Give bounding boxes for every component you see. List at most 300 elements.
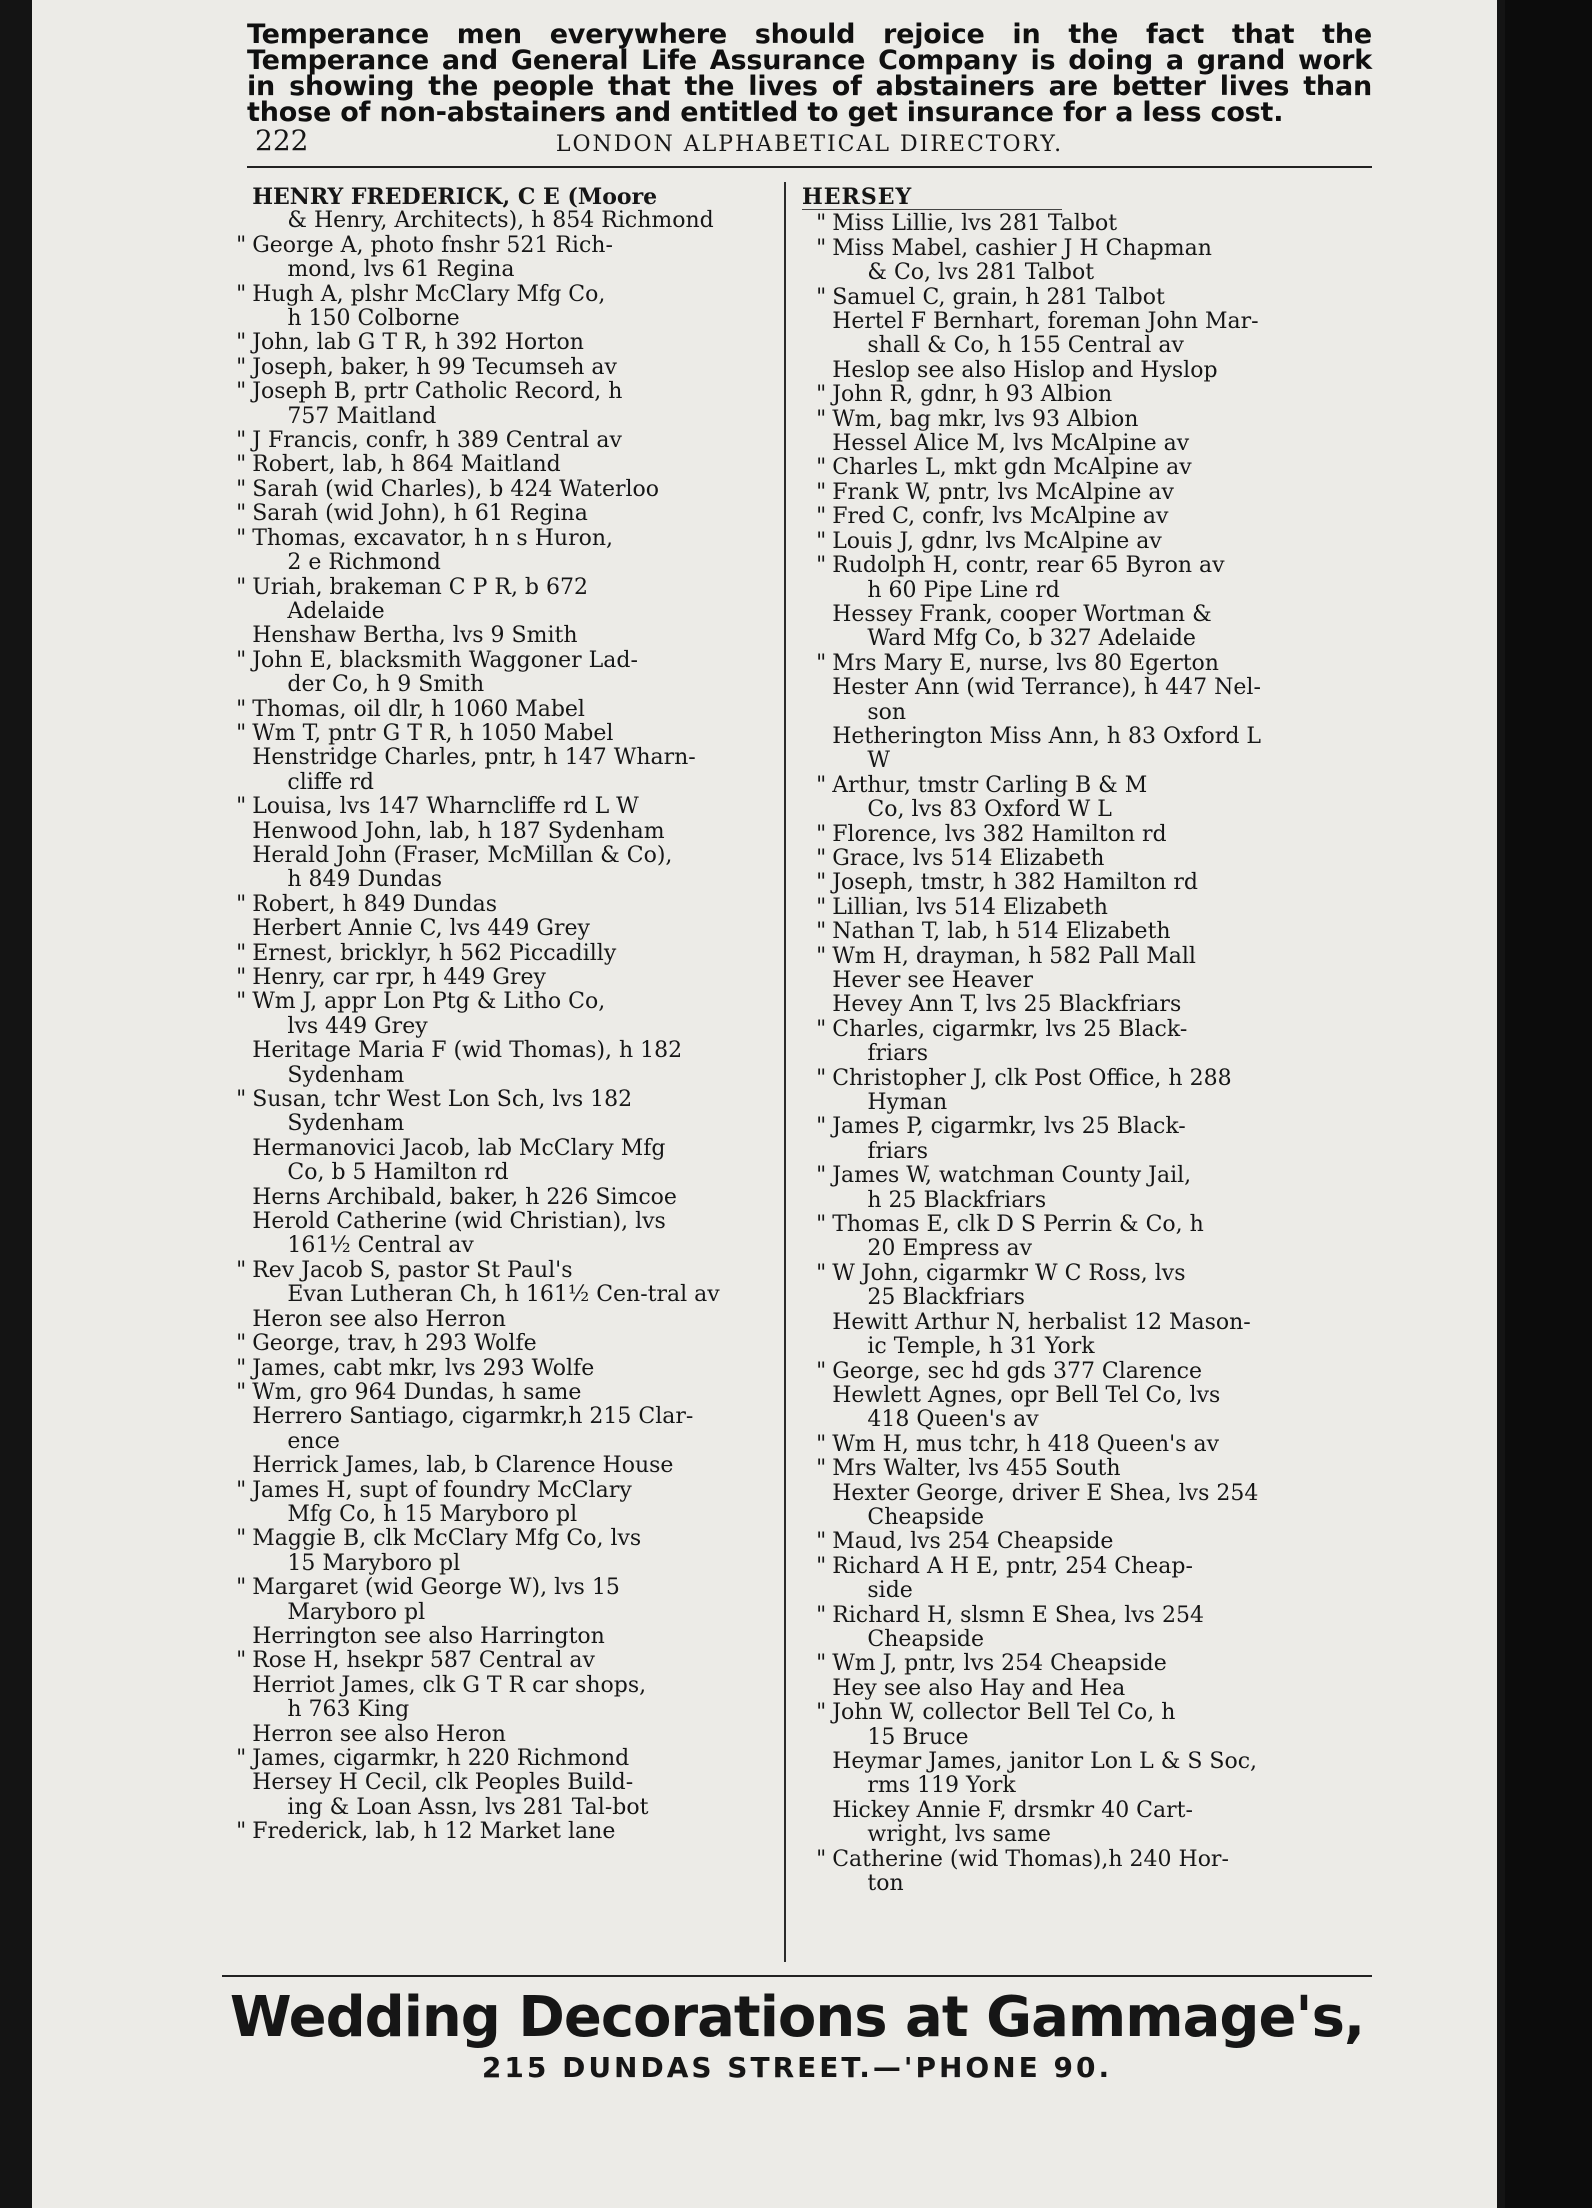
entry-continuation: der Co, h 9 Smith (287, 672, 485, 698)
directory-entry (802, 1115, 1372, 1164)
directory-entry (802, 896, 1372, 920)
entry-continuation: h 25 Blackfriars (867, 1187, 1047, 1213)
directory-entry (802, 1677, 1372, 1701)
ditto-mark: " (816, 1651, 827, 1677)
entry-continuation: Mfg Co, h 15 Maryboro pl (287, 1501, 578, 1527)
ditto-mark: " (816, 1529, 827, 1555)
ditto-mark: " (816, 1602, 827, 1628)
entry-text: Herrick James, lab, b Clarence House (252, 1453, 674, 1479)
ditto-mark: " (236, 1648, 247, 1674)
ditto-mark: " (816, 845, 827, 871)
left-column (222, 185, 792, 1960)
directory-entry (222, 1723, 792, 1747)
ditto-mark: " (816, 211, 827, 237)
entry-text: Florence, lvs 382 Hamilton rd (832, 821, 1167, 847)
entry-continuation: Cheapside (867, 1504, 985, 1530)
entry-text: Hetherington Miss Ann, h 83 Oxford L (832, 723, 1262, 749)
directory-entry (802, 1530, 1372, 1554)
entry-text: James, cabt mkr, lvs 293 Wolfe (252, 1355, 595, 1381)
ditto-mark: " (816, 1260, 827, 1286)
entry-text: Samuel C, grain, h 281 Talbot (832, 284, 1165, 310)
entry-continuation: h 60 Pipe Line rd (867, 577, 1060, 603)
entry-text: Christopher J, clk Post Office, h 288 (832, 1065, 1232, 1091)
directory-entry (222, 820, 792, 844)
directory-page (32, 0, 1497, 2208)
ditto-mark: " (816, 772, 827, 798)
entry-continuation: ic Temple, h 31 York (867, 1334, 1095, 1360)
directory-entry (802, 774, 1372, 823)
entry-text: Hessel Alice M, lvs McAlpine av (832, 431, 1190, 457)
directory-entry (222, 698, 792, 722)
entry-text: Hugh A, plshr McClary Mfg Co, (252, 281, 606, 307)
page-title: LONDON ALPHABETICAL DIRECTORY. (555, 132, 1064, 157)
entry-text: Robert, h 849 Dundas (252, 891, 498, 917)
entry-text: Richard A H E, pntr, 254 Cheap- (832, 1553, 1193, 1579)
ditto-mark: " (236, 281, 247, 307)
ditto-mark: " (236, 1526, 247, 1552)
directory-entry (222, 1454, 792, 1478)
entry-continuation: rms 119 York (867, 1773, 1016, 1799)
ditto-mark (222, 1210, 252, 1259)
entry-text: Mrs Walter, lvs 455 South (832, 1456, 1121, 1482)
ditto-mark (222, 1454, 252, 1478)
directory-entry (802, 1360, 1372, 1384)
directory-entry (802, 725, 1372, 774)
entry-text: Wm, gro 964 Dundas, h same (252, 1379, 582, 1405)
entry-text: Sarah (wid John), h 61 Regina (252, 501, 588, 527)
ditto-mark: " (816, 1212, 827, 1238)
ditto-mark: " (816, 284, 827, 310)
directory-entry (222, 844, 792, 893)
entry-text: Hersey H Cecil, clk Peoples Build- (252, 1770, 634, 1796)
entry-continuation: Adelaide (287, 598, 385, 624)
ditto-mark: " (236, 696, 247, 722)
directory-entry (802, 847, 1372, 871)
ditto-mark (802, 1799, 832, 1848)
ditto-mark: " (236, 940, 247, 966)
directory-entry (222, 185, 792, 234)
gammage-advertisement (222, 1985, 1372, 2085)
ditto-mark (802, 993, 832, 1017)
entry-text: Hey see also Hay and Hea (832, 1675, 1126, 1701)
entry-text: John R, gdnr, h 93 Albion (832, 382, 1113, 408)
entry-text: George, trav, h 293 Wolfe (252, 1331, 537, 1357)
directory-entry (222, 1527, 792, 1576)
entry-text: Hessey Frank, cooper Wortman & (832, 601, 1212, 627)
ditto-mark: " (236, 1819, 247, 1845)
ditto-mark (222, 624, 252, 648)
entry-text: Hester Ann (wid Terrance), h 447 Nel- (832, 675, 1261, 701)
entry-continuation: h 763 King (287, 1697, 410, 1723)
entry-text: Thomas, excavator, h n s Huron, (252, 525, 613, 551)
directory-entry (802, 969, 1372, 993)
entry-continuation: Sydenham (287, 1062, 405, 1088)
directory-entry (222, 795, 792, 819)
directory-entry (222, 380, 792, 429)
entry-text: Henstridge Charles, pntr, h 147 Wharn- (252, 745, 696, 771)
entry-text: James P, cigarmkr, lvs 25 Black- (832, 1114, 1186, 1140)
ditto-mark: " (236, 1355, 247, 1381)
ditto-mark: " (816, 1016, 827, 1042)
entry-text: Uriah, brakeman C P R, b 672 (252, 574, 588, 600)
directory-entry (802, 481, 1372, 505)
ditto-mark: " (816, 943, 827, 969)
directory-entry (222, 1332, 792, 1356)
directory-entry (802, 554, 1372, 603)
entry-text: John, lab G T R, h 392 Horton (252, 330, 584, 356)
ditto-mark: " (816, 919, 827, 945)
entry-text: Louis J, gdnr, lvs McAlpine av (832, 528, 1162, 554)
entry-text: Nathan T, lab, h 514 Elizabeth (832, 919, 1171, 945)
entry-continuation: 15 Bruce (867, 1724, 969, 1750)
ditto-mark: " (816, 870, 827, 896)
entry-text: Margaret (wid George W), lvs 15 (252, 1575, 620, 1601)
entry-text: Herriot James, clk G T R car shops, (252, 1672, 647, 1698)
entry-text: Hermanovici Jacob, lab McClary Mfg (252, 1135, 666, 1161)
entry-continuation: Sydenham (287, 1111, 405, 1137)
directory-entry (802, 1067, 1372, 1116)
ditto-mark: " (816, 1163, 827, 1189)
directory-entry (222, 478, 792, 502)
entry-text: Hever see Heaver (832, 968, 1033, 993)
entry-continuation: 15 Maryboro pl (287, 1550, 461, 1576)
entry-continuation: Co, lvs 83 Oxford W L (867, 797, 1112, 823)
entry-text: Miss Lillie, lvs 281 Talbot (832, 211, 1118, 237)
entry-text: J Francis, confr, h 389 Central av (252, 428, 622, 454)
directory-entry (222, 966, 792, 990)
ditto-mark: " (236, 232, 247, 258)
ditto-mark (222, 1405, 252, 1454)
ditto-mark: " (816, 1846, 827, 1872)
directory-entry (802, 530, 1372, 554)
ditto-mark: " (236, 720, 247, 746)
ditto-mark: " (816, 382, 827, 408)
ditto-mark (802, 1677, 832, 1701)
ad-headline: Wedding Decorations at Gammage's, (229, 1985, 1365, 2050)
ditto-mark: " (236, 330, 247, 356)
entry-continuation: Cheapside (867, 1626, 985, 1652)
ditto-mark: " (816, 650, 827, 676)
directory-entry (802, 432, 1372, 456)
entry-text: Wm J, appr Lon Ptg & Litho Co, (252, 989, 606, 1015)
directory-entry (802, 652, 1372, 676)
directory-entry (222, 1381, 792, 1405)
entry-text: Herns Archibald, baker, h 226 Simcoe (252, 1184, 677, 1210)
directory-entry (802, 1262, 1372, 1311)
directory-entry (802, 1213, 1372, 1262)
column-divider (784, 182, 786, 1962)
ditto-mark (222, 844, 252, 893)
directory-entry (222, 893, 792, 917)
ditto-mark (802, 310, 832, 359)
entry-text: George, sec hd gds 377 Clarence (832, 1358, 1202, 1384)
ditto-mark: " (236, 891, 247, 917)
ditto-mark (222, 1308, 252, 1332)
directory-entry (222, 990, 792, 1039)
entry-text: Heritage Maria F (wid Thomas), h 182 (252, 1038, 683, 1064)
entry-text: Richard H, slsmn E Shea, lvs 254 (832, 1602, 1204, 1628)
directory-entry (802, 1555, 1372, 1604)
ad-address: 215 DUNDAS STREET.—'PHONE 90. (481, 2051, 1113, 2084)
directory-entry (802, 945, 1372, 969)
ditto-mark: " (236, 574, 247, 600)
ditto-mark: " (816, 1114, 827, 1140)
ditto-mark (222, 185, 252, 234)
directory-entry (802, 1482, 1372, 1531)
ditto-mark (802, 603, 832, 652)
entry-text: Susan, tchr West Lon Sch, lvs 182 (252, 1087, 633, 1113)
ditto-mark: " (816, 479, 827, 505)
ditto-mark: " (816, 1700, 827, 1726)
entry-continuation: 20 Empress av (867, 1236, 1033, 1262)
entry-text: Maud, lvs 254 Cheapside (832, 1529, 1114, 1555)
entry-text: Louisa, lvs 147 Wharncliffe rd L W (252, 794, 639, 820)
entry-continuation: 161½ Central av (287, 1233, 474, 1259)
ditto-mark: " (816, 1358, 827, 1384)
running-header (247, 122, 1372, 168)
column-guide-word: HERSEY (802, 185, 1062, 210)
directory-entry (802, 1652, 1372, 1676)
entry-text: Wm, bag mkr, lvs 93 Albion (832, 406, 1139, 432)
ditto-mark: " (236, 647, 247, 673)
ditto-mark: " (816, 406, 827, 432)
ditto-mark: " (816, 1065, 827, 1091)
entry-continuation: Co, b 5 Hamilton rd (287, 1160, 509, 1186)
entry-text: Charles L, mkt gdn McAlpine av (832, 455, 1192, 481)
ditto-mark: " (236, 1331, 247, 1357)
directory-entry (802, 1848, 1372, 1897)
entry-text: Hevey Ann T, lvs 25 Blackfriars (832, 992, 1182, 1018)
entry-text: Joseph, baker, h 99 Tecumseh av (252, 354, 617, 380)
directory-entry (222, 1649, 792, 1673)
directory-entry (222, 283, 792, 332)
entry-text: Herald John (Fraser, McMillan & Co), (252, 842, 673, 868)
ditto-mark: " (816, 821, 827, 847)
directory-entry (222, 1674, 792, 1723)
ditto-mark: " (816, 235, 827, 261)
entry-text: Hexter George, driver E Shea, lvs 254 (832, 1480, 1259, 1506)
entry-text: Robert, lab, h 864 Maitland (252, 452, 561, 478)
entry-continuation: Ward Mfg Co, b 327 Adelaide (867, 626, 1196, 652)
ditto-mark (222, 1625, 252, 1649)
directory-entry (222, 356, 792, 380)
directory-entry (802, 676, 1372, 725)
entry-text: Hertel F Bernhart, foreman John Mar- (832, 309, 1259, 335)
directory-entry (222, 1259, 792, 1308)
ditto-mark: " (236, 1477, 247, 1503)
ditto-mark (802, 432, 832, 456)
scan-border (1505, 0, 1592, 2208)
ditto-mark: " (236, 525, 247, 551)
entry-continuation: Hyman (867, 1090, 948, 1116)
entry-text: John W, collector Bell Tel Co, h (832, 1700, 1176, 1726)
entry-text: Fred C, confr, lvs McAlpine av (832, 504, 1169, 530)
entry-text: Henwood John, lab, h 187 Sydenham (252, 818, 665, 844)
entry-continuation: h 150 Colborne (287, 306, 460, 332)
entry-continuation: Maryboro pl (287, 1599, 426, 1625)
entry-text: HENRY FREDERICK, C E (Moore (252, 185, 658, 210)
directory-entry (802, 871, 1372, 895)
directory-entry (802, 286, 1372, 310)
entry-text: Joseph, tmstr, h 382 Hamilton rd (832, 870, 1198, 896)
ditto-mark (222, 746, 252, 795)
ditto-mark (802, 1384, 832, 1433)
directory-entry (222, 1186, 792, 1210)
entry-text: John E, blacksmith Waggoner Lad- (252, 647, 638, 673)
directory-entry (802, 603, 1372, 652)
entry-continuation: friars (867, 1041, 928, 1067)
directory-entry (802, 1457, 1372, 1481)
ditto-mark (222, 1186, 252, 1210)
ditto-mark: " (236, 452, 247, 478)
directory-entry (222, 1820, 792, 1844)
directory-entry (222, 746, 792, 795)
entry-text: Heron see also Herron (252, 1306, 506, 1332)
entry-continuation: W (867, 748, 890, 774)
entry-text: Thomas, oil dlr, h 1060 Mabel (252, 696, 585, 722)
entry-text: James H, supt of foundry McClary (252, 1477, 632, 1503)
ditto-mark: " (236, 1575, 247, 1601)
ditto-mark: " (816, 1431, 827, 1457)
entry-text: Wm H, drayman, h 582 Pall Mall (832, 943, 1196, 969)
entry-continuation: ing & Loan Assn, lvs 281 Tal-bot (287, 1794, 649, 1820)
directory-entry (222, 1771, 792, 1820)
directory-entry (802, 1701, 1372, 1750)
entry-continuation: lvs 449 Grey (287, 1013, 428, 1039)
entry-text: Herron see also Heron (252, 1721, 506, 1747)
entry-text: Joseph B, prtr Catholic Record, h (252, 379, 623, 405)
entry-text: George A, photo fnshr 521 Rich- (252, 232, 613, 258)
entry-text: Maggie B, clk McClary Mfg Co, lvs (252, 1526, 642, 1552)
directory-entry (802, 1799, 1372, 1848)
directory-entry (802, 1018, 1372, 1067)
directory-entry (802, 456, 1372, 480)
directory-entry (222, 1210, 792, 1259)
ditto-mark (802, 359, 832, 383)
entry-continuation: friars (867, 1138, 928, 1164)
directory-entry (802, 1750, 1372, 1799)
directory-entry (222, 1088, 792, 1137)
directory-entry (802, 1311, 1372, 1360)
temperance-advertisement: Temperance men everywhere should rejoice in the fact that the Temperance and General Life Assurance Company is doing a grand work in showing the people that the lives of abstainers are better lives than those of non-abstainers and entitled to get insurance for a less cost. (247, 19, 1372, 128)
ditto-mark (802, 725, 832, 774)
directory-entry (222, 527, 792, 576)
entry-continuation: 418 Queen's av (867, 1407, 1039, 1433)
directory-entry (222, 1747, 792, 1771)
ditto-mark (802, 1482, 832, 1531)
entry-text: Rose H, hsekpr 587 Central av (252, 1648, 595, 1674)
entry-text: Henry, car rpr, h 449 Grey (252, 965, 546, 990)
entry-continuation: side (867, 1578, 913, 1604)
directory-entry (802, 1433, 1372, 1457)
directory-entry (222, 1039, 792, 1088)
ditto-mark: " (816, 553, 827, 579)
entry-continuation: 757 Maitland (287, 403, 437, 429)
ditto-mark: " (816, 528, 827, 554)
ditto-mark: " (236, 1379, 247, 1405)
directory-entry (802, 823, 1372, 847)
ditto-mark: " (816, 455, 827, 481)
entry-text: Mrs Mary E, nurse, lvs 80 Egerton (832, 650, 1219, 676)
entry-text: Miss Mabel, cashier J H Chapman (832, 235, 1212, 261)
directory-entry (222, 722, 792, 746)
directory-entry (802, 920, 1372, 944)
directory-entry (802, 383, 1372, 407)
ditto-mark: " (816, 1456, 827, 1482)
directory-entry (222, 1137, 792, 1186)
entry-text: Herbert Annie C, lvs 449 Grey (252, 916, 590, 942)
directory-entry (802, 1384, 1372, 1433)
ditto-mark: " (236, 379, 247, 405)
ditto-mark: " (816, 1553, 827, 1579)
entry-continuation: mond, lvs 61 Regina (287, 257, 515, 283)
entry-text: Lillian, lvs 514 Elizabeth (832, 894, 1108, 920)
ditto-mark: " (236, 1746, 247, 1771)
directory-entry (222, 1357, 792, 1381)
entry-continuation: wright, lvs same (867, 1822, 1051, 1848)
entry-text: Herold Catherine (wid Christian), lvs (252, 1209, 666, 1235)
entry-continuation: ton (867, 1871, 904, 1897)
entry-text: Frederick, lab, h 12 Market lane (252, 1819, 616, 1845)
directory-entry (802, 310, 1372, 359)
directory-entry (222, 331, 792, 355)
ditto-mark: " (236, 989, 247, 1015)
directory-entry (222, 1576, 792, 1625)
directory-entry (802, 359, 1372, 383)
ditto-mark: " (236, 501, 247, 527)
directory-entry (222, 1405, 792, 1454)
entry-text: Rev Jacob S, pastor St Paul's (252, 1257, 573, 1283)
entry-text: Hewitt Arthur N, herbalist 12 Mason- (832, 1309, 1251, 1335)
ditto-mark (222, 1723, 252, 1747)
entry-text: Wm T, pntr G T R, h 1050 Mabel (252, 720, 614, 746)
ditto-mark: " (236, 476, 247, 502)
ditto-mark: " (236, 965, 247, 990)
directory-entry (222, 429, 792, 453)
entry-text: Arthur, tmstr Carling B & M (832, 772, 1148, 798)
entry-continuation: Evan Lutheran Ch, h 161½ Cen-tral av (287, 1282, 720, 1308)
entry-text: Charles, cigarmkr, lvs 25 Black- (832, 1016, 1188, 1042)
ditto-mark: " (816, 504, 827, 530)
entry-continuation: & Henry, Architects), h 854 Richmond (287, 208, 714, 234)
directory-entry (802, 1604, 1372, 1653)
ditto-mark (222, 917, 252, 941)
directory-entry (222, 453, 792, 477)
directory-entry (802, 505, 1372, 529)
entry-continuation: cliffe rd (287, 769, 375, 795)
directory-entry (222, 649, 792, 698)
entry-text: Thomas E, clk D S Perrin & Co, h (832, 1212, 1204, 1238)
entry-text: James W, watchman County Jail, (832, 1163, 1192, 1189)
ditto-mark (222, 820, 252, 844)
directory-entry (802, 212, 1372, 236)
entry-text: W John, cigarmkr W C Ross, lvs (832, 1260, 1186, 1286)
directory-entry (802, 408, 1372, 432)
entry-text: Frank W, pntr, lvs McAlpine av (832, 479, 1174, 505)
entry-text: James, cigarmkr, h 220 Richmond (252, 1746, 630, 1771)
entry-continuation: son (867, 699, 907, 725)
directory-entry (222, 917, 792, 941)
ditto-mark: " (236, 354, 247, 380)
ditto-mark (222, 1137, 252, 1186)
ditto-mark (802, 1750, 832, 1799)
entry-text: Catherine (wid Thomas),h 240 Hor- (832, 1846, 1229, 1872)
entry-text: Herrington see also Harrington (252, 1623, 605, 1649)
ditto-mark (222, 1039, 252, 1088)
entry-continuation: 2 e Richmond (287, 550, 441, 576)
entry-text: Hewlett Agnes, opr Bell Tel Co, lvs (832, 1382, 1221, 1408)
ditto-mark: " (236, 794, 247, 820)
